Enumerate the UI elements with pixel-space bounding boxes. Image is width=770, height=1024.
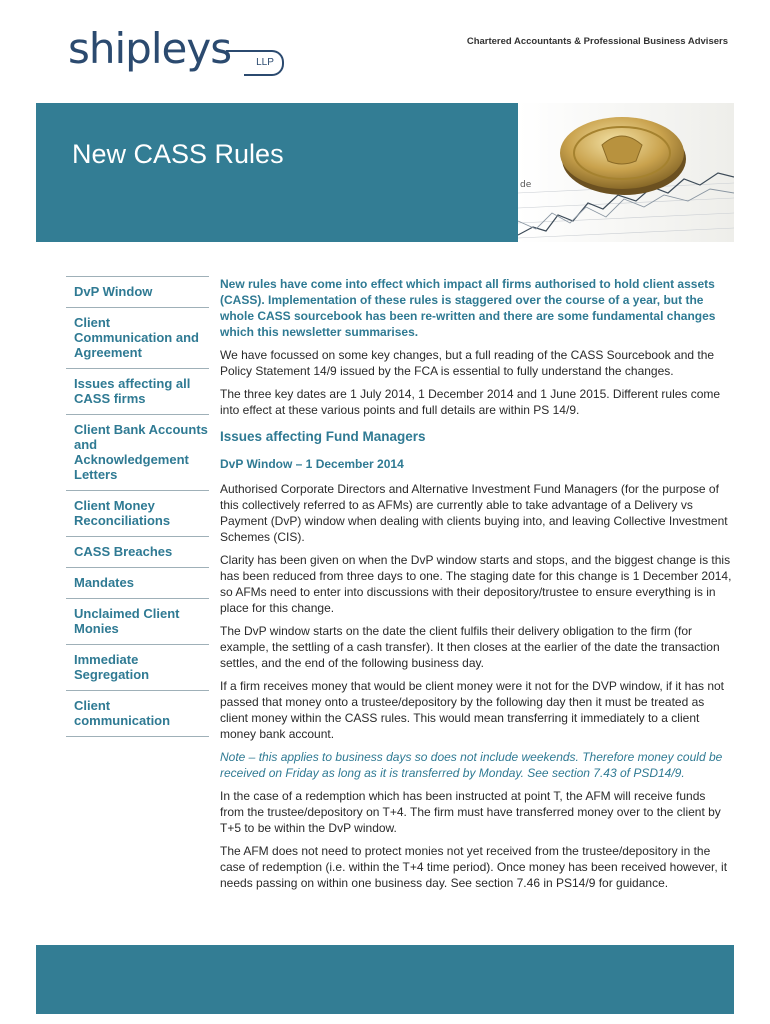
paragraph: The AFM does not need to protect monies not yet received from the trustee/depository in the case of redemption (i.e. within the T+4 time period). Once money has been received however, it needs passing on within one business day. See section 7.46 in PS14/9 for guidance. xyxy=(220,844,728,890)
subsection-heading: DvP Window – 1 December 2014 xyxy=(220,457,404,471)
title-banner xyxy=(36,103,734,242)
note-paragraph: Note – this applies to business days so does not include weekends. Therefore money could be received on Friday as long as it is transferred by Monday. See section 7.43 of PSD14/9. xyxy=(220,750,723,780)
paragraph: We have focussed on some key changes, but a full reading of the CASS Sourcebook and the Policy Statement 14/9 issued by the FCA is essential to fully understand the changes. xyxy=(220,348,715,378)
paragraph: Clarity has been given on when the DvP window starts and stops, and the biggest change is this has been reduced from three days to one. The staging date for this change is 1 December 2014, so AFMs need to enter into discussions with their depository/trustee to ensure everything is in place for this change. xyxy=(220,553,732,615)
shipleys-logo xyxy=(68,24,283,78)
sidebar-item-cass-breaches[interactable]: CASS Breaches xyxy=(66,536,209,567)
sidebar-item-client-communication-agreement[interactable]: Client Communication and Agreement xyxy=(66,307,209,368)
coin-chart-photo xyxy=(518,103,734,242)
paragraph: Authorised Corporate Directors and Alternative Investment Fund Managers (for the purpose of this collectively referred to as AFMs) are currently able to take advantage of a Delivery vs Payment (DvP) window when dealing with clients buying into, and leaving Collective Investment Schemes (CIS). xyxy=(220,482,728,544)
sidebar-item-client-communication[interactable]: Client communication xyxy=(66,690,209,736)
paragraph: The three key dates are 1 July 2014, 1 December 2014 and 1 June 2015. Different rules come into effect at these various points and full details are within PS 14/9. xyxy=(220,387,721,417)
footer-bar xyxy=(36,945,734,1014)
svg-text:de: de xyxy=(520,180,532,190)
sidebar-contents xyxy=(66,276,209,737)
paragraph: If a firm receives money that would be client money were it not for the DVP window, if it has not passed that money onto a trustee/depository by the following day then it must be treated as client money within the CASS rules. This would mean transferring it immediately to a client money bank account. xyxy=(220,679,725,741)
section-heading: Issues affecting Fund Managers xyxy=(220,429,426,444)
article-body xyxy=(220,276,732,898)
sidebar-item-client-money-reconciliations[interactable]: Client Money Reconciliations xyxy=(66,490,209,536)
sidebar-item-issues-all-cass-firms[interactable]: Issues affecting all CASS firms xyxy=(66,368,209,414)
sidebar-item-client-bank-accounts[interactable]: Client Bank Accounts and Acknowledgement Letters xyxy=(66,414,209,490)
logo-wordmark: shipleys xyxy=(68,24,232,73)
intro-paragraph: New rules have come into effect which impact all firms authorised to hold client assets (CASS). Implementation of these rules is staggered over the course of a year, but the whole CASS sourcebook has been re-written and there are some fundamental changes which this newsletter summarises. xyxy=(220,277,716,339)
sidebar-item-mandates[interactable]: Mandates xyxy=(66,567,209,598)
header-tagline: Chartered Accountants & Professional Business Advisers xyxy=(466,36,728,47)
paragraph: In the case of a redemption which has been instructed at point T, the AFM will receive funds from the trustee/depository on T+4. The firm must have transferred money over to the client by T+5 to be within the DvP window. xyxy=(220,789,721,835)
sidebar-item-unclaimed-client-monies[interactable]: Unclaimed Client Monies xyxy=(66,598,209,644)
page-title: New CASS Rules xyxy=(72,139,284,169)
coin-on-chart-illustration xyxy=(518,103,734,242)
sidebar-item-immediate-segregation[interactable]: Immediate Segregation xyxy=(66,644,209,690)
paragraph: The DvP window starts on the date the client fulfils their delivery obligation to the firm (for example, the settling of a cash transfer). It then closes at the earlier of the date the transaction settles, and the end of the following business day. xyxy=(220,624,720,670)
logo-llp-badge: LLP xyxy=(244,50,284,76)
sidebar-item-dvp-window[interactable]: DvP Window xyxy=(66,276,209,307)
sidebar-divider xyxy=(66,736,209,737)
